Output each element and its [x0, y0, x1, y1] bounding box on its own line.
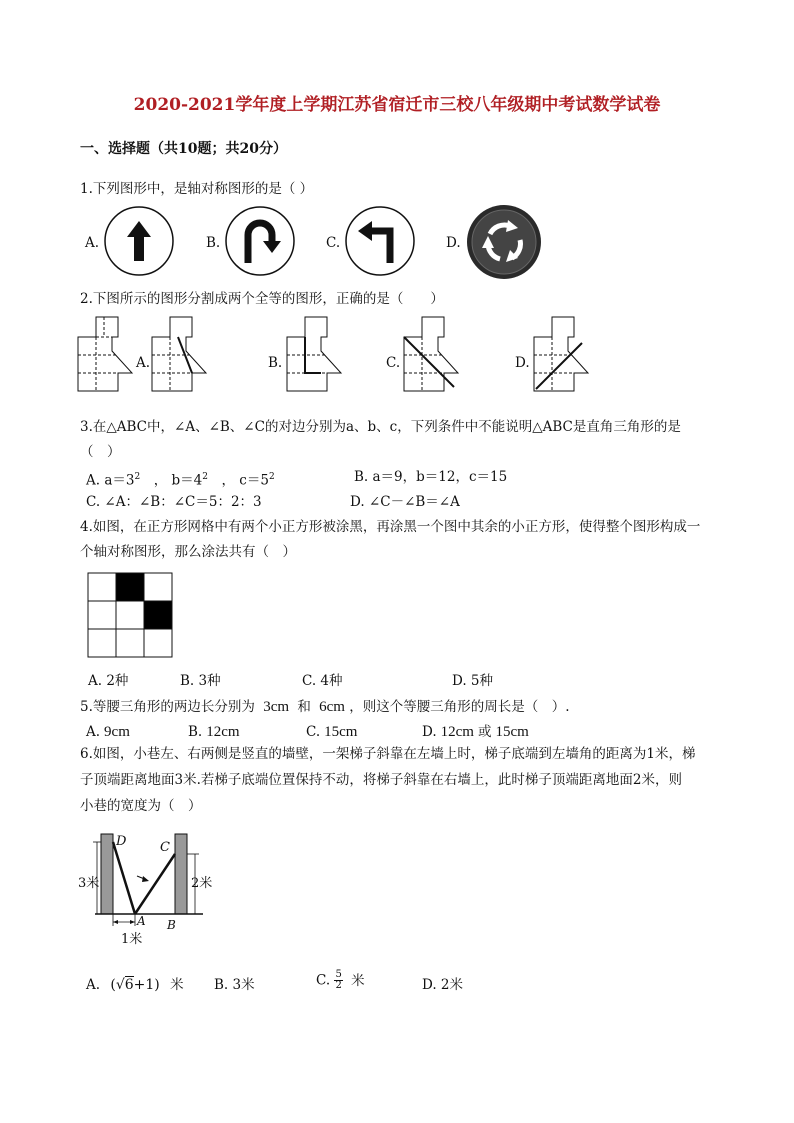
q5-option-b: [188, 723, 240, 741]
q6-c-unit: 米: [351, 972, 365, 989]
q6-c-numerator: 5: [335, 969, 342, 980]
q1-option-b-label: B.: [206, 235, 221, 251]
q5-c-label: C.: [306, 724, 321, 740]
u-turn-sign-icon: [224, 205, 296, 277]
q2-option-c-figure: [402, 315, 472, 395]
question-6-line1: 6.如图，小巷左、右两侧是竖直的墙壁，一架梯子斜靠在左墙上时，梯子底端到左墙角的距离为1米，梯: [80, 746, 696, 762]
q6-a-unit: 米: [170, 977, 184, 993]
q5-value-2: 6cm: [319, 699, 345, 715]
q5-option-d: [422, 723, 529, 741]
q3-option-b: B. a＝9，b＝12，c＝15: [354, 469, 508, 485]
q3-a-mid1: ， b＝4: [140, 472, 203, 489]
q5-b-value: 12cm: [206, 724, 240, 740]
q3-a-exponent: 2: [134, 472, 141, 482]
point-a-label: A: [137, 914, 146, 928]
q5-b-label: B.: [188, 724, 203, 740]
q5-a-label: A.: [86, 724, 101, 740]
q2-option-b-label: B.: [268, 355, 283, 371]
q3-option-a: [86, 468, 275, 490]
q6-option-b: B. 3米: [214, 977, 255, 993]
left-turn-sign-icon: [344, 205, 416, 277]
q5-d-value-1: 12cm: [440, 724, 474, 740]
q6-c-denominator: 2: [335, 980, 342, 991]
q4-option-c: C. 4种: [302, 673, 343, 689]
q6-a-paren: (: [110, 977, 116, 993]
q6-c-label: C.: [316, 972, 331, 989]
sqrt-icon: √: [115, 977, 125, 993]
bottom-distance-label: 1米: [121, 932, 143, 947]
q4-option-a: A. 2种: [88, 673, 129, 689]
q1-option-c-label: C.: [326, 235, 341, 251]
question-4-line1: 4.如图，在正方形网格中有两个小正方形被涂黑，再涂黑一个图中其余的小正方形，使得整个图形构成一: [80, 519, 701, 535]
q5-option-a: [86, 723, 130, 741]
q3-a-mid2: ， c＝5: [207, 472, 269, 489]
question-6-line2: 子顶端距离地面3米.若梯子底端位置保持不动，将梯子斜靠在右墙上，此时梯子顶端距离地面2米，则: [80, 772, 682, 788]
section-heading: 一、选择题（共10题；共20分）: [80, 141, 287, 157]
q1-option-d-label: D.: [446, 235, 461, 251]
q2-option-d-label: D.: [515, 355, 530, 371]
q3-option-c: C. ∠A：∠B：∠C＝5：2：3: [86, 494, 262, 510]
q5-d-or: 或: [477, 724, 492, 740]
q2-option-a-label: A.: [136, 355, 151, 371]
point-c-label: C: [160, 840, 170, 855]
q5-pre: 5.等腰三角形的两边长分别为: [80, 699, 255, 715]
up-arrow-sign-icon: [103, 205, 175, 277]
q3-b-exponent: 2: [202, 472, 208, 482]
q5-option-c: [306, 723, 357, 741]
page-title: 2020-2021学年度上学期江苏省宿迁市三校八年级期中考试数学试卷: [133, 95, 661, 115]
question-3-line2: （ ）: [80, 444, 121, 460]
q6-option-d: D. 2米: [422, 977, 464, 993]
question-4-line2: 个轴对称图形，那么涂法共有（ ）: [80, 544, 296, 560]
q2-option-a-figure: [150, 315, 220, 395]
q6-option-a: [86, 976, 184, 994]
q2-option-d-figure: [532, 315, 602, 395]
q6-c-fraction: [334, 970, 342, 991]
question-2-stem: 2.下图所示的图形分割成两个全等的图形，正确的是（ ）: [80, 291, 444, 307]
question-5-stem: [80, 698, 570, 716]
q3-c-exponent: 2: [268, 472, 275, 482]
q3-option-d: D. ∠C－∠B＝∠A: [350, 494, 460, 510]
q5-post: ，则这个等腰三角形的周长是（ ）.: [349, 699, 570, 715]
q5-d-value-2: 15cm: [495, 724, 529, 740]
left-height-label: 3米: [78, 876, 100, 891]
question-6-line3: 小巷的宽度为（ ）: [80, 798, 202, 814]
right-wall: [175, 834, 187, 914]
right-height-label: 2米: [191, 876, 213, 891]
q4-grid-figure: [88, 573, 172, 657]
q2-option-b-figure: [285, 315, 355, 395]
ladder-right: [135, 854, 175, 914]
point-d-label: D: [116, 834, 127, 849]
q5-d-label: D.: [422, 724, 437, 740]
q5-a-value: 9cm: [104, 724, 130, 740]
left-wall: [101, 834, 113, 914]
point-b-label: B: [167, 918, 176, 932]
q3-a-text: A. a＝3: [86, 472, 135, 489]
q6-a-radicand: 6: [124, 977, 134, 993]
q6-option-c: [316, 970, 365, 991]
roundabout-sign-icon: [466, 204, 542, 280]
q5-value-1: 3cm: [263, 699, 290, 715]
q4-option-d: D. 5种: [452, 673, 494, 689]
q5-and: 和: [297, 699, 311, 715]
q4-option-b: B. 3种: [180, 673, 221, 689]
q6-a-plus: +1): [133, 977, 160, 993]
ladder-left: [113, 842, 135, 914]
q6-a-label: A.: [86, 977, 101, 993]
q2-option-c-label: C.: [386, 355, 401, 371]
q5-c-value: 15cm: [324, 724, 358, 740]
q1-option-a-label: A.: [85, 235, 100, 251]
question-3-line1: 3.在△ABC中，∠A、∠B、∠C的对边分别为a、b、c，下列条件中不能说明△ABC是直角三角形的是: [80, 419, 681, 435]
question-1-stem: 1.下列图形中，是轴对称图形的是（ ）: [80, 181, 314, 197]
